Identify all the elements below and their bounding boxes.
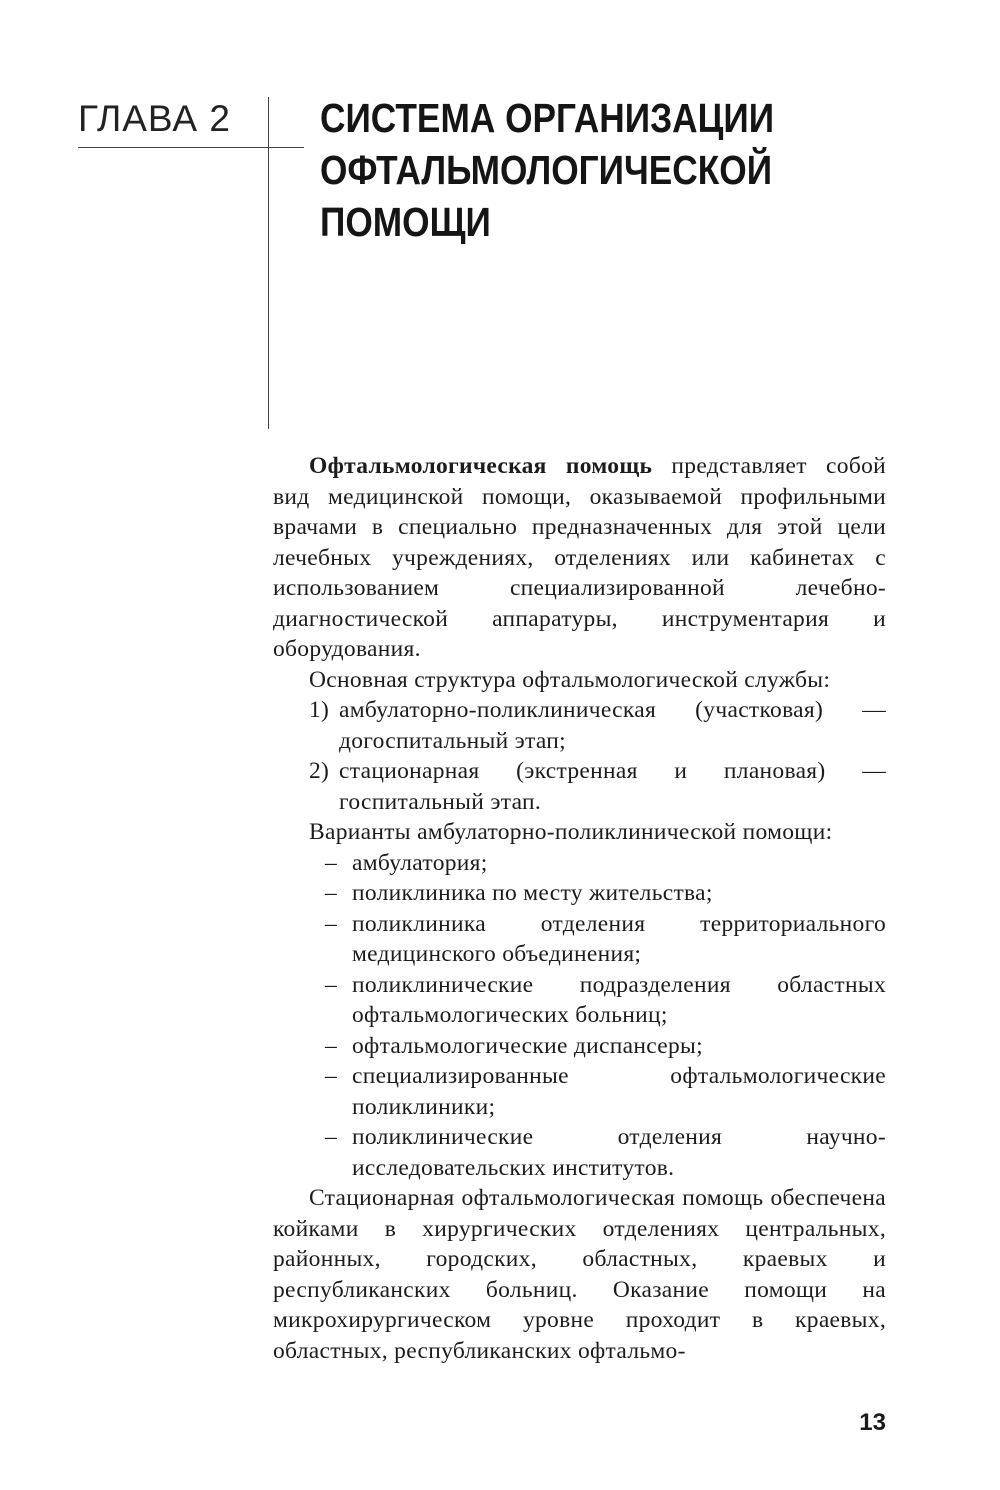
dash-marker: – [325,1063,338,1089]
closing-paragraph: Стационарная офтальмологическая помощь обеспечена койками в хирургических отделениях центральных, районных, городских, областных, краевых и республиканских больниц. Оказание помощи на микрохирургическом уровне проходит в краевых, областных, республиканских офтальмо- [273,1185,886,1364]
list-item [273,970,886,1031]
chapter-label: ГЛАВА 2 [78,98,231,139]
list-item [273,848,886,879]
body-text [273,451,886,1366]
list-item-text: стационарная (экстренная и плановая) — госпитальный этап. [339,758,886,815]
list-item-text: амбулатория; [352,849,488,876]
list-item [273,1122,886,1183]
dash-marker: – [325,910,338,937]
variants-list [273,848,886,1184]
dash-marker: – [325,849,338,876]
list-item-text: поликлиника по месту жительства; [352,880,713,906]
list-item [273,695,886,756]
structure-heading: Основная структура офтальмологической службы: [309,666,831,693]
list-item-text: амбулаторно-поликлиническая (участковая) — догоспитальный этап; [339,697,886,754]
list-item-text: поликлинические подразделения областных офтальмологических больниц; [352,971,886,1028]
list-item [273,1031,886,1062]
dash-marker: – [325,880,338,906]
list-item [273,878,886,909]
dash-marker: – [325,1032,338,1059]
list-item-text: специализированные офтальмологические поликлиники; [352,1063,886,1120]
variants-heading: Варианты амбулаторно-поликлинической помощи: [309,819,833,845]
page-number: 13 [859,1409,886,1436]
intro-term: Офтальмологическая помощь [309,453,653,479]
chapter-label-underline [78,147,304,148]
list-item [273,756,886,817]
intro-text: представляет собой вид медицинской помощи, оказываемой профильными врачами в специально предназначенных для этой цели лечебных учреждениях, отделениях или кабинетах с использованием специализированной лечебно-диагностической аппаратуры, инструментария и оборудования. [273,453,886,662]
chapter-title-line: ПОМОЩИ [320,199,491,245]
list-marker: 1) [309,697,330,723]
list-item [273,1061,886,1122]
list-marker: 2) [309,758,330,784]
dash-marker: – [325,971,338,998]
intro-paragraph [273,451,886,665]
structure-list [273,695,886,817]
list-item-text: поликлиника отделения территориального медицинского объединения; [352,910,886,967]
chapter-title-line: СИСТЕМА ОРГАНИЗАЦИИ [320,95,775,141]
list-item [273,909,886,970]
list-item-text: поликлинические отделения научно-исследовательских институтов. [352,1124,886,1181]
chapter-title [320,92,836,248]
list-item-text: офтальмологические диспансеры; [352,1032,703,1059]
chapter-title-line: ОФТАЛЬМОЛОГИЧЕСКОЙ [320,147,773,193]
dash-marker: – [325,1124,338,1150]
chapter-vertical-divider [268,97,269,429]
